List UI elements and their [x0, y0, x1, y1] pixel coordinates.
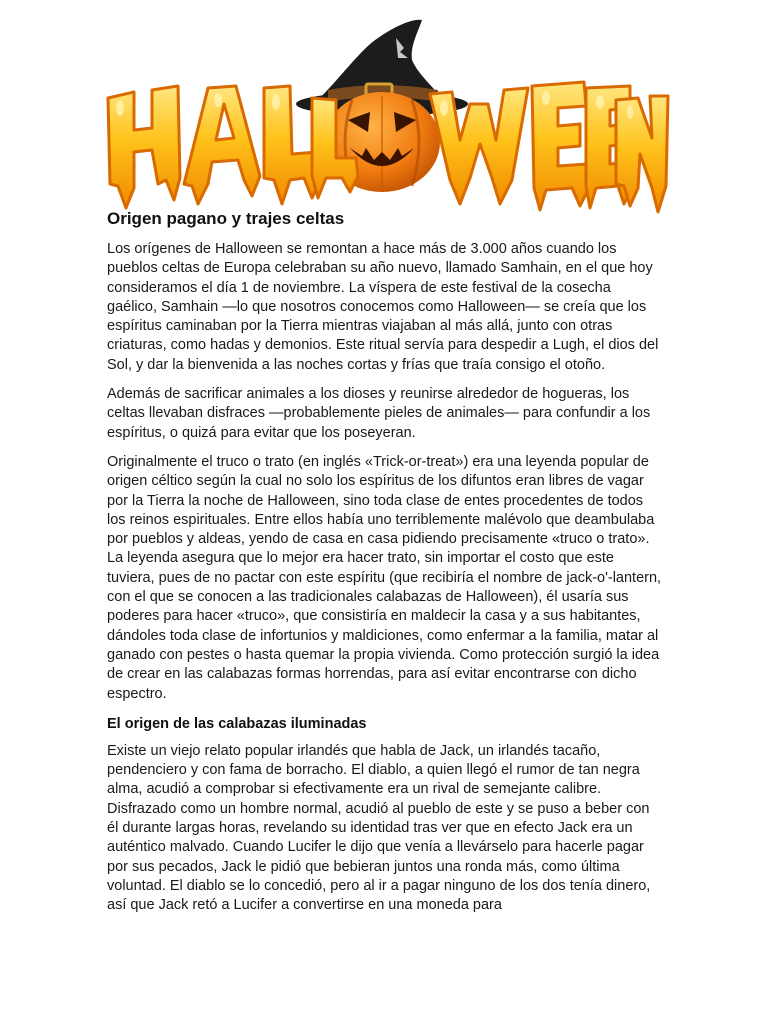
section-title-origen-pagano: Origen pagano y trajes celtas [107, 209, 345, 228]
section-title-calabazas: El origen de las calabazas iluminadas [107, 715, 367, 732]
banner-wordmark: HALLOWEEN [381, 214, 389, 215]
paragraph: Los orígenes de Halloween se remontan a hace más de 3.000 años cuando los pueblos celtas de Europa celebraban su año nuevo, llamado Samhain, en el que hoy consideramos el día 1 de noviembre. La víspera de este festival de la cosecha gaélico, Samhain —lo que nosotros conocemos como Halloween— se creía que los espíritus caminaban por la Tierra mientras viajaban al más allá, junto con otras criaturas, como hadas y demonios. Este ritual servía para despedir a Lugh, el dios del Sol, y dar la bienvenida a las noches cortas y frías que traía consigo el otoño. [107, 241, 659, 373]
halloween-banner [100, 8, 670, 222]
letter-e-1 [532, 82, 590, 210]
article-body [107, 208, 663, 926]
letter-a-1 [184, 86, 260, 204]
paragraph: Además de sacrificar animales a los dioses y reunirse alrededor de hogueras, los celtas llevaban disfraces —probablemente pieles de animales— para confundir a los espíritus, o quizá para evitar que los poseyeran. [107, 386, 651, 441]
paragraph: Existe un viejo relato popular irlandés que habla de Jack, un irlandés tacaño, pendenciero y con fama de borracho. El diablo, a quien llegó el rumor de tan negra alma, acudió a comprobar si efectivamente era un rival de semejante calibre. Disfrazado como un hombre normal, acudió al pueblo de este y se puso a beber con él durante largas horas, revelando su identidad tras ver que en efecto Jack era un auténtico malvado. Cuando Lucifer le dijo que venía a llevárselo para hacerle pagar por sus pecados, Jack le pidió que bebieran juntos una ronda más, como última voluntad. El diablo se lo concedió, pero al ir a pagar ninguno de los dos tenía dinero, así que Jack retó a Lucifer a convertirse en una moneda para [107, 742, 651, 914]
paragraph: Originalmente el truco o trato (en inglés «Trick-or-treat») era una leyenda popular de origen céltico según la cual no solo los espíritus de los difuntos eran libres de vagar por la Tierra la noche de Halloween, sino toda clase de entes procedentes de todos los reinos espirituales. Entre ellos había uno terriblemente malévolo que deambulaba por pueblos y aldeas, yendo de casa en casa pidiendo precisamente «truco o trato». La leyenda asegura que lo mejor era hacer trato, sin importar el costo que este tuviera, pues de no pactar con este espíritu (que recibiría el nombre de jack-o'-lantern, con el que se conocen a las tradicionales calabazas de Halloween), él usaría sus poderes para hacer «truco», que consistiría en maldecir la casa y a sus habitantes, dándoles toda clase de infortunios y maldiciones, como enfermar a la familia, matar al ganado con pestes o hasta quemar la propia vivienda. Como protección surgió la idea de crear en las calabazas formas horrendas, para así evitar encontrarse con dicho espectro. [107, 453, 662, 702]
